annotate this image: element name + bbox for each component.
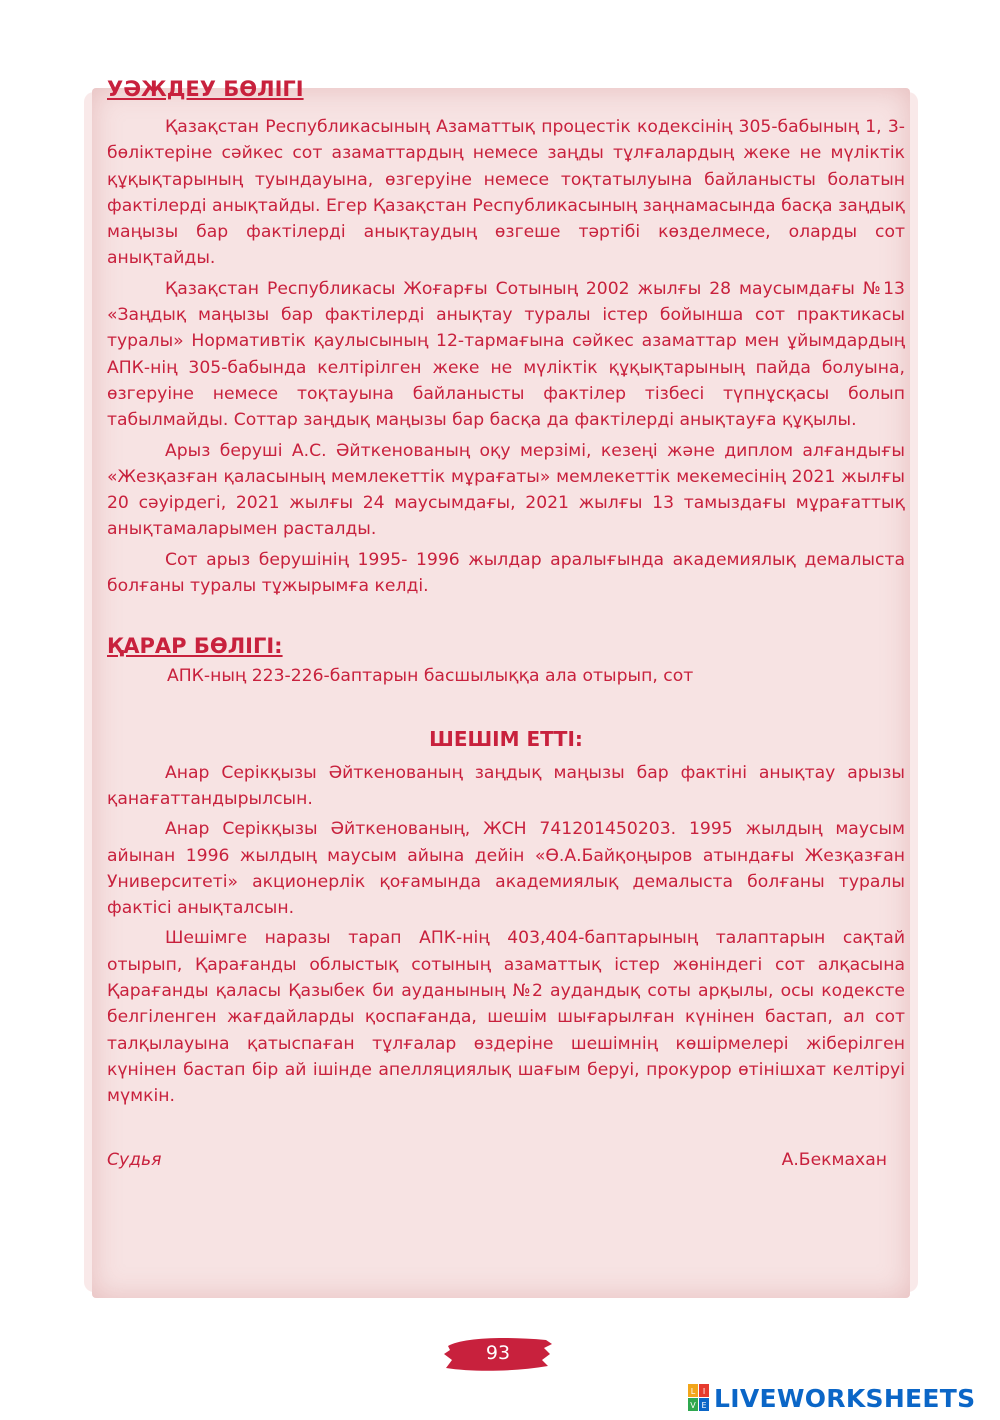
signature-name: А.Бекмахан [781, 1149, 887, 1170]
page-number-badge [442, 1334, 554, 1374]
signature-row [107, 1150, 887, 1170]
page-number: 93 [485, 1342, 511, 1364]
document-body [107, 72, 905, 1170]
resolution-intro: АПК-ның 223-226-баптарын басшылыққа ала отырып, сот [167, 666, 694, 687]
decision-title: ШЕШІМ ЕТТІ: [429, 726, 583, 751]
motivation-paragraph-3: Арыз беруші А.С. Әйткенованың оқу мерзімі, кезеңі және диплом алғандығы «Жезқазған қаласының мемлекеттік мұрағаты» мемлекеттік мекемесінің 2021 жылғы 20 сәуірдегі, 2021 жылғы 24 маусымдағы, 2021 жылғы 13 тамыздағы мұрағаттық анықтамаларымен расталды. [107, 440, 905, 540]
svg-text:I: I [702, 1387, 706, 1396]
liveworksheets-brand[interactable] [688, 1383, 975, 1413]
motivation-heading: УӘЖДЕУ БӨЛІГІ [107, 77, 304, 101]
motivation-paragraph-2: Қазақстан Республикасы Жоғарғы Сотының 2002 жылғы 28 маусымдағы №13 «Заңдық маңызы бар фактілерді анықтау туралы істер бойынша сот практикасы туралы» Нормативтік қаулысының 12-тармағына сәйкес азаматтар мен ұйымдардың АПК-нің 305-бабында келтірілген жеке не мүліктік құқықтарының пайда болуына, өзгеруіне немесе тоқтауына байланысты фактілер тізбесі түпнұсқасы болып табылмайды. Соттар заңдық маңызы бар басқа да фактілерді анықтауға құқылы. [107, 278, 905, 431]
svg-text:L: L [690, 1387, 696, 1396]
decision-paragraph-3: Шешімге наразы тарап АПК-нің 403,404-баптарының талаптарын сақтай отырып, Қарағанды облыстық сотының азаматтық істер жөніндегі сот алқасына Қарағанды қаласы Қазыбек би ауданының №2 аудандық соты арқылы, осы кодексте белгіленген жағдайларды қоспағанда, шешім шығарылған күнінен бастап, ал сот талқылауына қатыспаған тұлғалар өздеріне шешімнің көшірмелері жіберілген күнінен бастап бір ай ішінде апелляциялық шағым беруі, прокурор өтінішхат келтіруі мүмкін. [107, 928, 905, 1107]
signature-role: Судья [107, 1149, 162, 1170]
decision-paragraph-1: Анар Серікқызы Әйткенованың заңдық маңызы бар фактіні анықтау арызы қанағаттандырылсын. [107, 762, 905, 809]
brand-name: LIVEWORKSHEETS [714, 1383, 976, 1413]
liveworksheets-logo-icon [688, 1384, 710, 1412]
resolution-heading: ҚАРАР БӨЛІГІ: [107, 634, 283, 659]
motivation-paragraph-1: Қазақстан Республикасының Азаматтық процестік кодексінің 305-бабының 1, 3-бөліктеріне сәйкес сот азаматтардың немесе заңды тұлғалардың жеке не мүліктік құқықтарының туындауына, өзгеруіне немесе тоқтатылуына байланысты болатын фактілерді анықтайды. Егер Қазақстан Республикасының заңнамасында басқа заңдық маңызы бар фактілерді анықтаудың өзгеше тәртібі көзделмесе, оларды сот анықтайды. [107, 117, 905, 269]
svg-text:E: E [701, 1401, 707, 1410]
svg-text:V: V [690, 1401, 696, 1410]
motivation-paragraph-4: Сот арыз берушінің 1995- 1996 жылдар аралығында академиялық демалыста болғаны туралы тұжырымға келді. [107, 549, 905, 597]
decision-paragraph-2: Анар Серікқызы Әйткенованың, ЖСН 741201450203. 1995 жылдың маусым айынан 1996 жылдың маусым айына дейін «Ө.А.Байқоңыров атындағы Жезқазған Университеті» акционерлік қоғамында академиялық демалыста болғаны туралы фактісі анықталсын. [107, 819, 905, 919]
